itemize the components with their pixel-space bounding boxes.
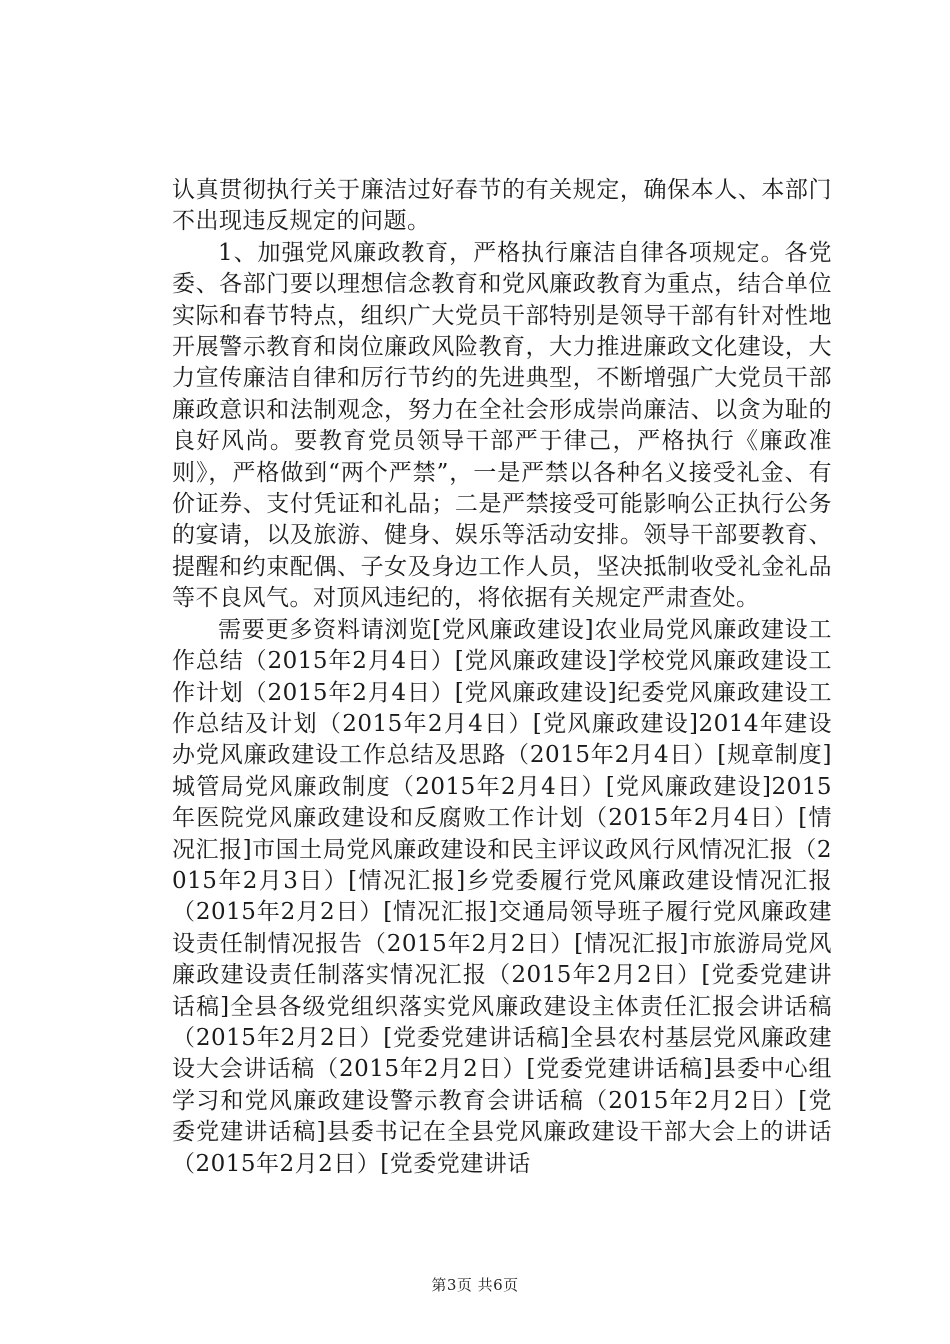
document-body xyxy=(172,175,832,1180)
paragraph-more-resources: 需要更多资料请浏览[党风廉政建设]农业局党风廉政建设工作总结（2015年2月4日）[党风廉政建设]学校党风廉政建设工作计划（2015年2月4日）[党风廉政建设]纪委党风廉政建设工作总结及计划（2015年2月4日）[党风廉政建设]2014年建设办党风廉政建设工作总结及思路（2015年2月4日）[规章制度]城管局党风廉政制度（2015年2月4日）[党风廉政建设]2015年医院党风廉政建设和反腐败工作计划（2015年2月4日）[情况汇报]市国土局党风廉政建设和民主评议政风行风情况汇报（2015年2月3日）[情况汇报]乡党委履行党风廉政建设情况汇报（2015年2月2日）[情况汇报]交通局领导班子履行党风廉政建设责任制情况报告（2015年2月2日）[情况汇报]市旅游局党风廉政建设责任制落实情况汇报（2015年2月2日）[党委党建讲话稿]全县各级党组织落实党风廉政建设主体责任汇报会讲话稿（2015年2月2日）[党委党建讲话稿]全县农村基层党风廉政建设大会讲话稿（2015年2月2日）[党委党建讲话稿]县委中心组学习和党风廉政建设警示教育会讲话稿（2015年2月2日）[党委党建讲话稿]县委书记在全县党风廉政建设干部大会上的讲话（2015年2月2日）[党委党建讲话 xyxy=(172,616,832,1177)
paragraph-continuation: 认真贯彻执行关于廉洁过好春节的有关规定，确保本人、本部门不出现违反规定的问题。 xyxy=(172,177,832,235)
paragraph-party-education: 1、加强党风廉政教育，严格执行廉洁自律各项规定。各党委、各部门要以理想信念教育和党风廉政教育为重点，结合单位实际和春节特点，组织广大党员干部特别是领导干部有针对性地开展警示教育和岗位廉政风险教育，大力推进廉政文化建设，大力宣传廉洁自律和厉行节约的先进典型，不断增强广大党员干部廉政意识和法制观念，努力在全社会形成崇尚廉洁、以贪为耻的良好风尚。要教育党员领导干部严于律己，严格执行《廉政准则》，严格做到“两个严禁”，一是严禁以各种名义接受礼金、有价证券、支付凭证和礼品；二是严禁接受可能影响公正执行公务的宴请，以及旅游、健身、娱乐等活动安排。领导干部要教育、提醒和约束配偶、子女及身边工作人员，坚决抵制收受礼金礼品等不良风气。对顶风违纪的，将依据有关规定严肃查处。 xyxy=(172,239,832,612)
page-number-footer: 第3页 共6页 xyxy=(431,1276,519,1294)
